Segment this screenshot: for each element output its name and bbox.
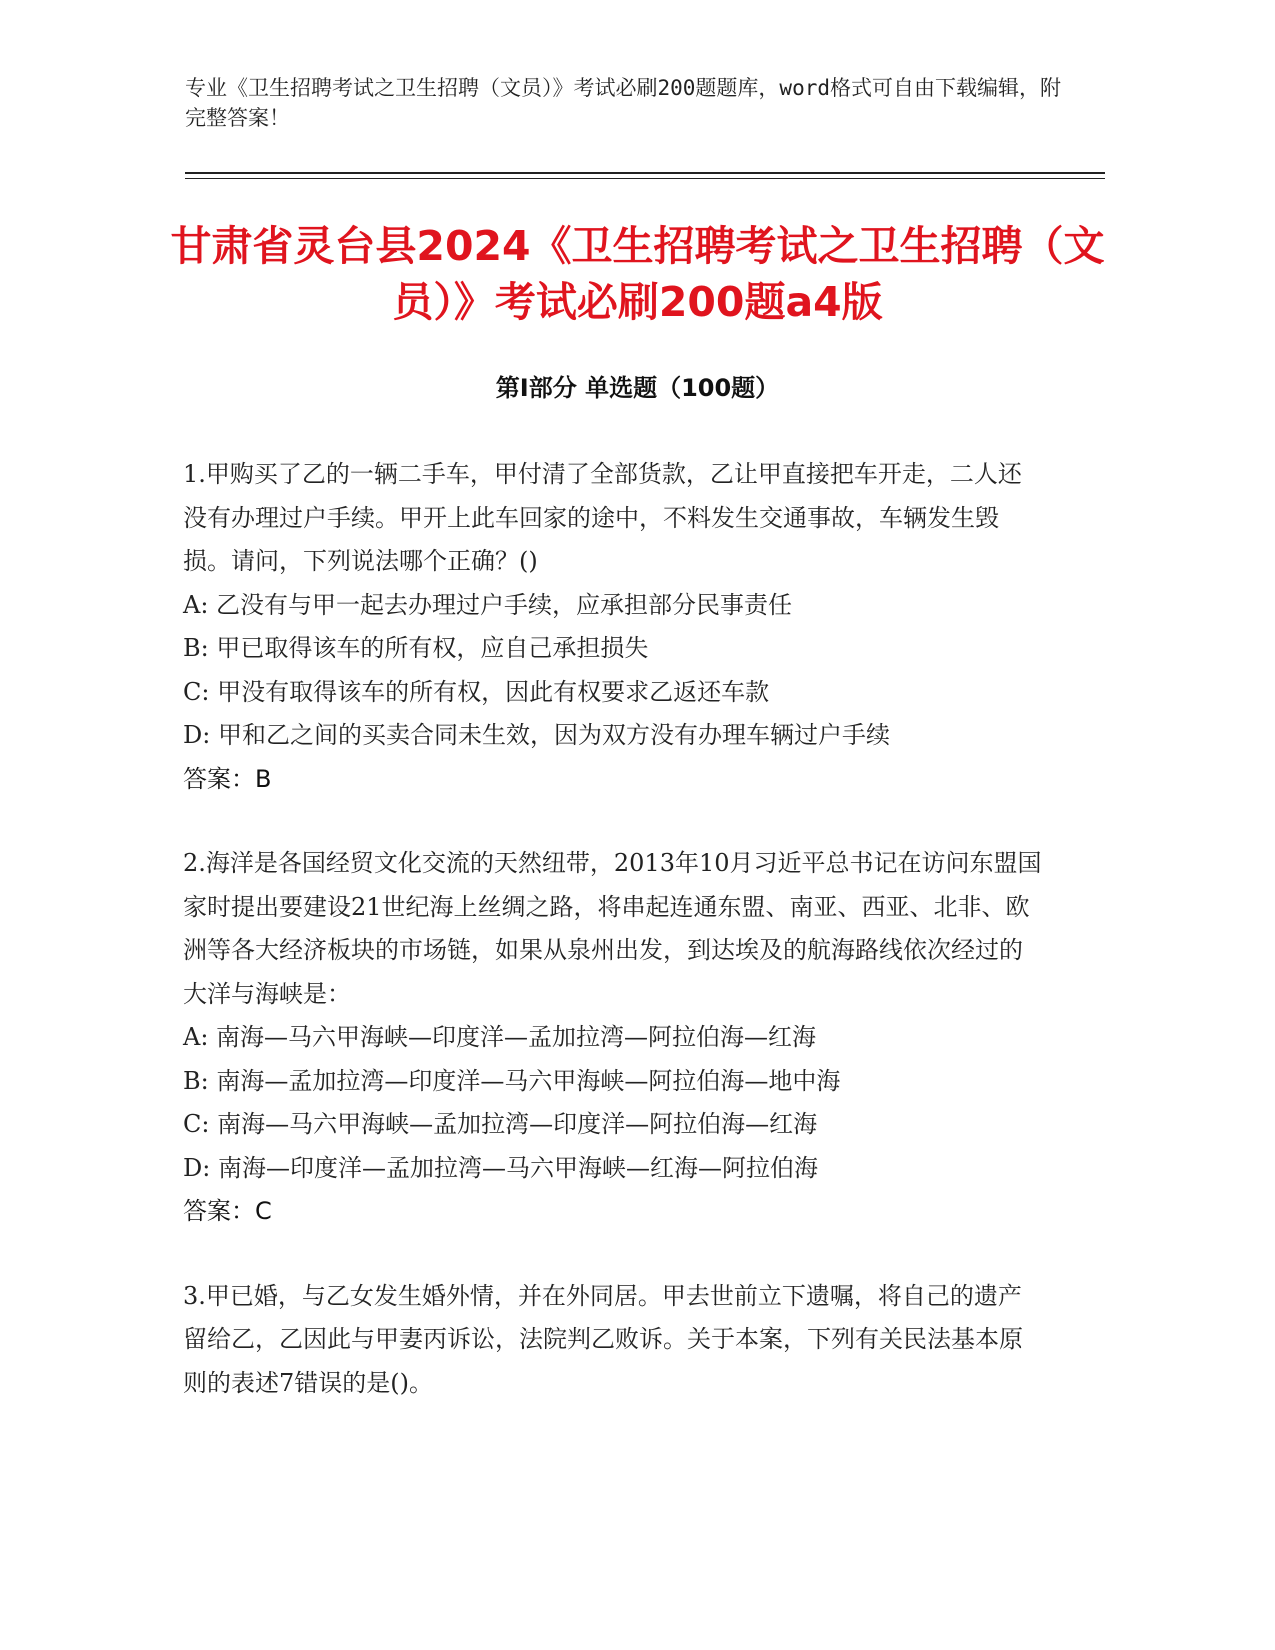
option-a: A: 乙没有与甲一起去办理过户手续，应承担部分民事责任 <box>183 590 793 619</box>
header-divider-thick <box>185 172 1105 174</box>
option-a: A: 南海—马六甲海峡—印度洋—孟加拉湾—阿拉伯海—红海 <box>183 1023 817 1051</box>
option-d: D: 甲和乙之间的买卖合同未生效，因为双方没有办理车辆过户手续 <box>183 721 890 749</box>
question-3 <box>183 1275 1043 1406</box>
header-divider-thin <box>185 178 1105 179</box>
option-c: C: 南海—马六甲海峡—孟加拉湾—印度洋—阿拉伯海—红海 <box>183 1110 818 1138</box>
document-title: 甘肃省灵台县2024《卫生招聘考试之卫生招聘（文员）》考试必刷200题a4版 <box>170 222 1105 326</box>
question-answer: 答案：C <box>183 1197 272 1225</box>
question-list <box>183 453 1043 1446</box>
header-note: 专业《卫生招聘考试之卫生招聘（文员）》考试必刷200题题库，word格式可自由下载编辑，附完整答案！ <box>185 76 1061 130</box>
question-stem: 2.海洋是各国经贸文化交流的天然纽带，2013年10月习近平总书记在访问东盟国家时提出要建设21世纪海上丝绸之路，将串起连通东盟、南亚、西亚、北非、欧洲等各大经济板块的市场链，如果从泉州出发，到达埃及的航海路线依次经过的大洋与海峡是： <box>183 849 1042 1008</box>
section-heading: 第Ⅰ部分 单选题（100题） <box>495 374 780 402</box>
question-stem: 3.甲已婚，与乙女发生婚外情，并在外同居。甲去世前立下遗嘱，将自己的遗产留给乙，乙因此与甲妻丙诉讼，法院判乙败诉。关于本案，下列有关民法基本原则的表述7错误的是()。 <box>183 1281 1023 1397</box>
question-1 <box>183 453 1043 801</box>
question-2 <box>183 842 1043 1234</box>
option-d: D: 南海—印度洋—孟加拉湾—马六甲海峡—红海—阿拉伯海 <box>183 1153 818 1182</box>
option-c: C: 甲没有取得该车的所有权，因此有权要求乙返还车款 <box>183 677 770 706</box>
option-b: B: 南海—孟加拉湾—印度洋—马六甲海峡—阿拉伯海—地中海 <box>183 1066 841 1095</box>
question-answer: 答案：B <box>183 764 272 793</box>
question-stem: 1.甲购买了乙的一辆二手车，甲付清了全部货款，乙让甲直接把车开走，二人还没有办理过户手续。甲开上此车回家的途中，不料发生交通事故，车辆发生毁损。请问，下列说法哪个正确？() <box>183 460 1022 575</box>
option-b: B: 甲已取得该车的所有权，应自己承担损失 <box>183 634 649 662</box>
